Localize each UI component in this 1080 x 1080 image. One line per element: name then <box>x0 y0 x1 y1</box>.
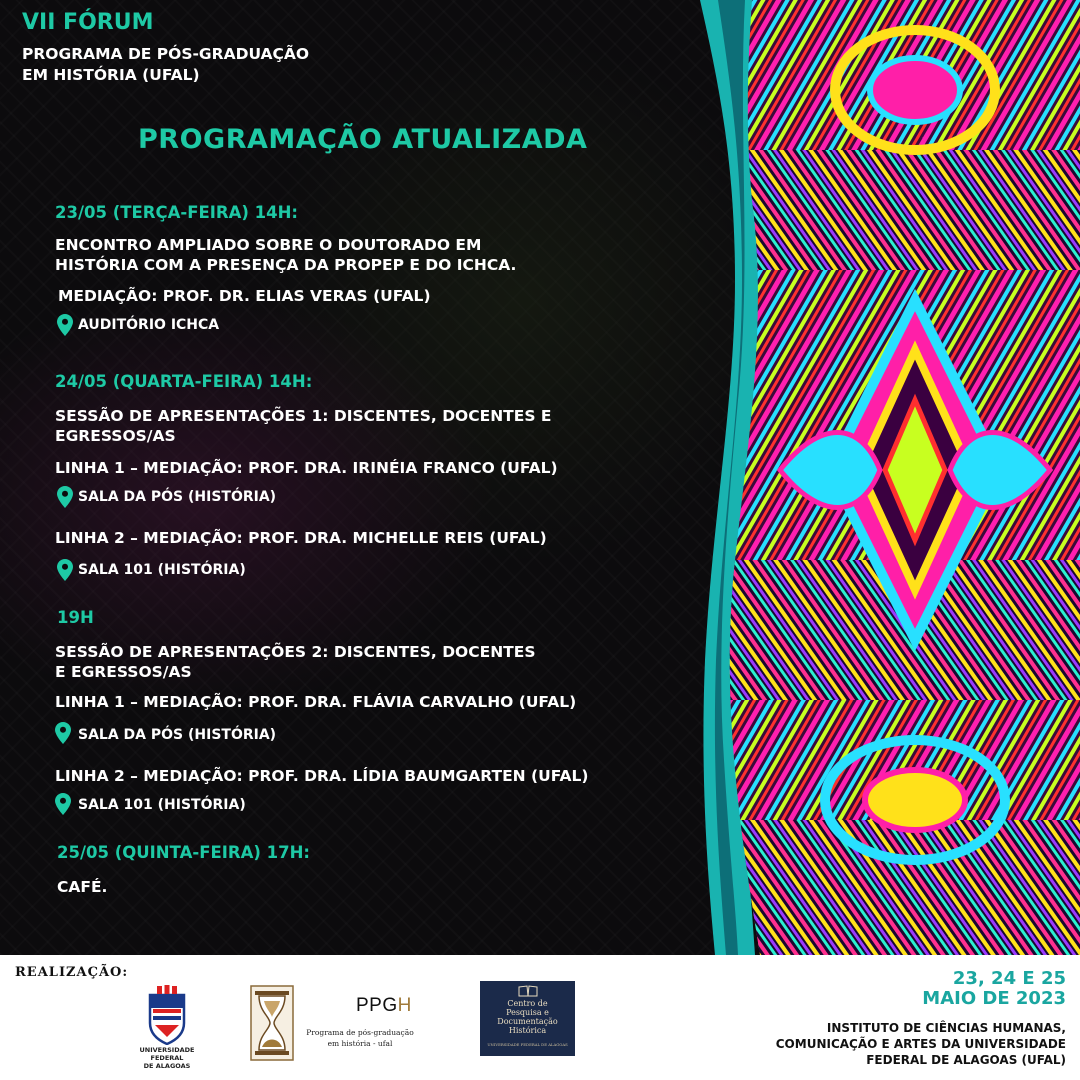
realizacao-label: REALIZAÇÃO: <box>15 965 129 980</box>
ppgh-description: Programa de pós-graduação em história - ufal <box>306 1028 414 1048</box>
map-pin-icon <box>57 314 73 336</box>
day2-event: SESSÃO DE APRESENTAÇÕES 1: DISCENTES, DOCENTES E EGRESSOS/AS <box>55 407 552 445</box>
forum-title: VII FÓRUM <box>22 10 154 35</box>
evening-line2-location: SALA 101 (HISTÓRIA) <box>78 797 246 813</box>
evening-line2: LINHA 2 – MEDIAÇÃO: PROF. DRA. LÍDIA BAUMGARTEN (UFAL) <box>55 767 589 785</box>
page-heading: PROGRAMAÇÃO ATUALIZADA <box>138 124 588 155</box>
evening-label: 19H <box>57 608 94 627</box>
day2-line1-location: SALA DA PÓS (HISTÓRIA) <box>78 489 277 505</box>
hourglass-logo <box>250 985 294 1061</box>
ppgh-logo-text <box>356 995 412 1017</box>
event-dates: 23, 24 E 25 MAIO DE 2023 <box>922 968 1066 1009</box>
evening-event: SESSÃO DE APRESENTAÇÕES 2: DISCENTES, DOCENTES E EGRESSOS/AS <box>55 643 536 681</box>
evening-line1: LINHA 1 – MEDIAÇÃO: PROF. DRA. FLÁVIA CARVALHO (UFAL) <box>55 693 577 711</box>
day1-mediation: MEDIAÇÃO: PROF. DR. ELIAS VERAS (UFAL) <box>58 287 431 305</box>
footer <box>0 955 1080 1080</box>
evening-line1-location: SALA DA PÓS (HISTÓRIA) <box>78 727 277 743</box>
day1-label: 23/05 (TERÇA-FEIRA) 14H: <box>55 203 299 222</box>
day1-event: ENCONTRO AMPLIADO SOBRE O DOUTORADO EM HISTÓRIA COM A PRESENÇA DA PROPEP E DO ICHCA. <box>55 236 517 274</box>
map-pin-icon <box>57 486 73 508</box>
day2-line1: LINHA 1 – MEDIAÇÃO: PROF. DRA. IRINÉIA FRANCO (UFAL) <box>55 459 558 477</box>
program-name: PROGRAMA DE PÓS-GRADUAÇÃO EM HISTÓRIA (UFAL) <box>22 45 310 84</box>
day1-location: AUDITÓRIO ICHCA <box>78 317 220 333</box>
day3-label: 25/05 (QUINTA-FEIRA) 17H: <box>57 843 311 862</box>
day2-line2: LINHA 2 – MEDIAÇÃO: PROF. DRA. MICHELLE REIS (UFAL) <box>55 529 547 547</box>
day2-label: 24/05 (QUARTA-FEIRA) 14H: <box>55 372 313 391</box>
ufal-label: UNIVERSIDADE FEDERAL DE ALAGOAS <box>139 1046 195 1070</box>
institute-name: INSTITUTO DE CIÊNCIAS HUMANAS, COMUNICAÇÃO E ARTES DA UNIVERSIDADE FEDERAL DE ALAGOAS (UFAL) <box>775 1021 1066 1067</box>
map-pin-icon <box>57 559 73 581</box>
ppgh-prefix: PPG <box>356 995 398 1016</box>
centro-subtitle: UNIVERSIDADE FEDERAL DE ALAGOAS <box>487 1042 568 1047</box>
ppgh-suffix: H <box>397 995 412 1016</box>
map-pin-icon <box>55 793 71 815</box>
centro-name: Centro de Pesquisa e Documentação Histórica <box>497 999 558 1035</box>
day3-event: CAFÉ. <box>57 878 108 896</box>
book-icon <box>518 985 538 997</box>
map-pin-icon <box>55 722 71 744</box>
ufal-crest-logo <box>146 985 188 1045</box>
day2-line2-location: SALA 101 (HISTÓRIA) <box>78 562 246 578</box>
